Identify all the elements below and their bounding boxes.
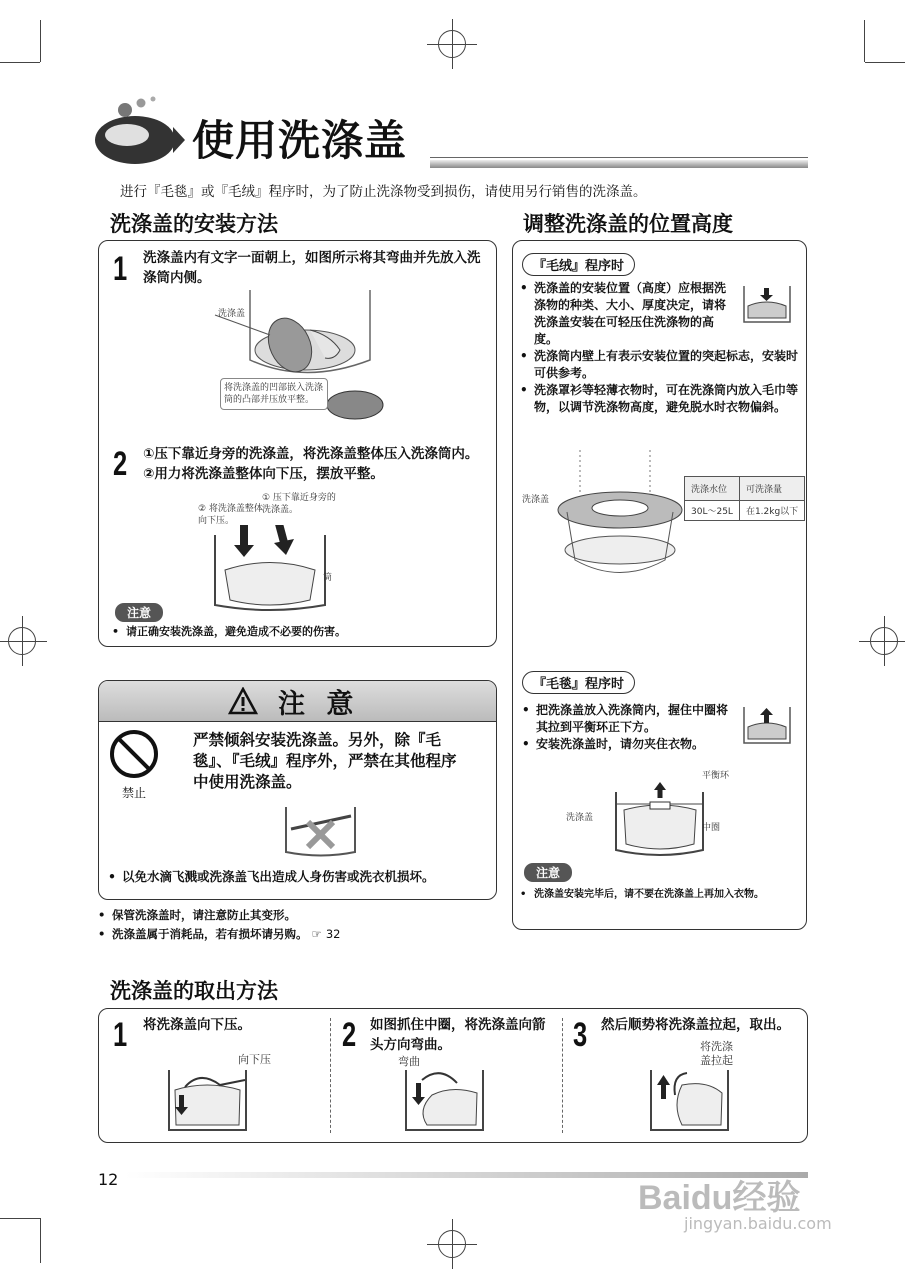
install-heading: 洗涤盖的安装方法 [110,212,278,236]
adjust-heading: 调整洗涤盖的位置高度 [523,212,733,236]
crop-mark [40,1218,41,1263]
label-press-all: ② 将洗涤盖整体向下压。 [198,504,263,526]
lift-lid-illustration [647,1065,732,1135]
registration-mark [870,627,898,655]
remove-step1-label: 向下压 [238,1053,271,1066]
remove-step3-label: 将洗涤盖拉起 [700,1040,733,1067]
table-header: 洗涤水位 [685,477,740,501]
bend-lid-illustration [402,1065,487,1135]
title-underline [430,160,808,168]
bubble-logo-icon [95,95,190,170]
registration-mark [8,627,36,655]
crop-mark [864,20,865,62]
divider [330,1018,332,1133]
remove-step2-text: 如图抓住中圈，将洗涤盖向箭头方向弯曲。 [370,1017,546,1053]
crop-mark [0,62,40,63]
label-tub: 筒 [323,573,333,583]
page-number: 12 [98,1170,119,1189]
remove-step3-text: 然后顺势将洗涤盖拉起，取出。 [601,1017,790,1033]
fleece-tag: 『毛绒』程序时 [522,253,635,276]
label-lid-blanket: 洗涤盖 [566,813,594,823]
title-rule [430,157,808,158]
remove-step2-label: 弯曲 [398,1055,420,1068]
remove-step1-number: 1 [113,1016,128,1054]
page-title: 使用洗涤盖 [192,116,408,165]
remove-step3-number: 3 [573,1016,588,1054]
install-note-tag: 注意 [115,603,163,622]
divider [562,1018,564,1133]
caution-text: 严禁倾斜安装洗涤盖。另外，除『毛毯』、『毛绒』程序外，严禁在其他程序中使用洗涤盖。 [193,731,457,791]
prohibit-label: 禁止 [122,786,147,800]
crop-mark [40,20,41,62]
table-header: 可洗涤量 [739,477,804,501]
crop-mark [0,1218,40,1219]
install-step2-number: 2 [113,445,128,483]
water-level-table [684,476,805,521]
watermark-url: jingyan.baidu.com [684,1214,832,1233]
adjust-note-tag: 注意 [524,863,572,882]
remove-step2-number: 2 [342,1016,357,1054]
install-step2-line2: ②用力将洗涤盖整体向下压，摆放平整。 [143,466,384,482]
prohibition-icon [108,728,160,780]
registration-mark [438,30,466,58]
extra-notes: • 保管洗涤盖时，请注意防止其变形。 • 洗涤盖属于消耗品，若有损坏请另购。 ☞ 32 [98,906,340,944]
install-note: • 请正确安装洗涤盖，避免造成不必要的伤害。 [112,623,346,640]
label-lid-adjust: 洗涤盖 [522,495,550,505]
remove-step1-text: 将洗涤盖向下压。 [143,1017,251,1033]
blanket-bullets: • 把洗涤盖放入洗涤筒内，握住中圈将其拉到平衡环正下方。 • 安装洗涤盖时，请勿夹住衣物。 [522,702,737,753]
balance-ring-illustration [612,780,707,860]
caution-title: 注 意 [278,689,360,720]
lid-callout: 将洗涤盖的凹部嵌入洗涤筒的凸部并压放平整。 [220,378,328,410]
press-lid-illustration [165,1065,250,1135]
label-press-near: ① 压下靠近身旁的洗涤盖。 [262,493,336,515]
intro-text: 进行『毛毯』或『毛绒』程序时，为了防止洗涤物受到损伤，请使用另行销售的洗涤盖。 [120,184,647,200]
label-lid: 洗涤盖 [218,309,246,319]
install-step2-line1: ①压下靠近身旁的洗涤盖，将洗涤盖整体压入洗涤筒内。 [143,446,479,462]
table-cell: 在1.2kg以下 [739,501,804,521]
install-step1-number: 1 [113,250,128,288]
caution-bullet: • 以免水滴飞溅或洗涤盖飞出造成人身伤害或洗衣机损坏。 [108,868,435,885]
blanket-tag: 『毛毯』程序时 [522,671,635,694]
small-tub-illustration [742,284,792,326]
fleece-bullets: • 洗涤盖的安装位置（高度）应根据洗涤物的种类、大小、厚度决定，请将洗涤盖安装在可轻压住洗涤物的高度。 • 洗涤筒内壁上有表示安装位置的突起标志，安装时可供参考。 • 洗涤罩衫等轻薄衣物时，可在洗涤筒内放入毛巾等物，以调节洗涤物高度，避免脱水时衣物偏斜。 [520,280,800,416]
remove-heading: 洗涤盖的取出方法 [110,979,278,1003]
adjust-note: • 洗涤盖安装完毕后，请不要在洗涤盖上再加入衣物。 [520,886,764,903]
label-middle-ring: 中圈 [702,823,721,833]
crop-mark [865,62,905,63]
tilted-lid-illustration [283,804,358,859]
table-cell: 30L～25L [685,501,740,521]
press-down-illustration [210,525,333,615]
warning-triangle-icon [228,687,258,715]
small-tub-pull-illustration [742,705,792,747]
registration-mark [438,1230,466,1258]
lid-position-illustration [555,450,690,590]
watermark: Baidu经验 [638,1179,801,1217]
label-balance-ring: 平衡环 [702,771,730,781]
install-step1-text: 洗涤盖内有文字一面朝上，如图所示将其弯曲并先放入洗涤筒内侧。 [143,250,481,286]
